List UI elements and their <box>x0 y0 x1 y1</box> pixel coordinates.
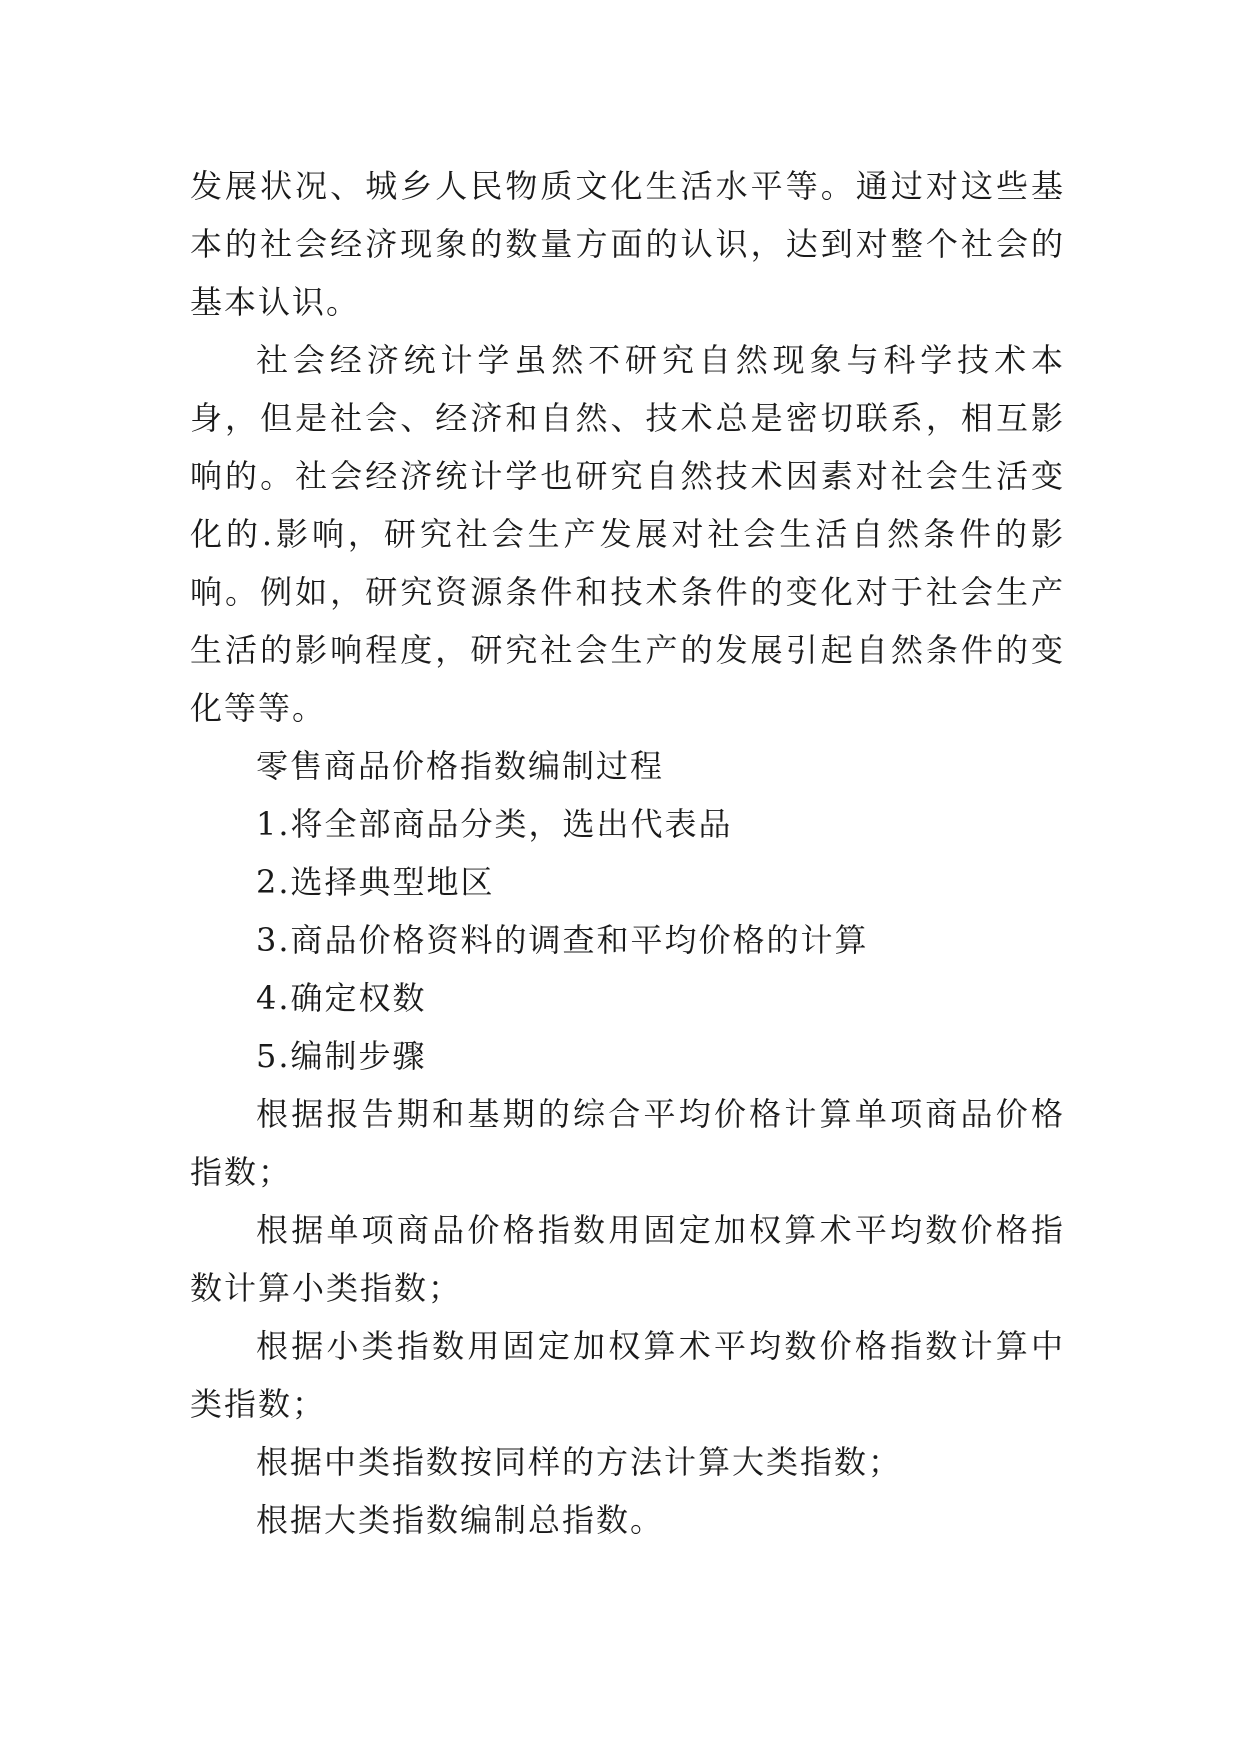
paragraph-step-total-index: 根据大类指数编制总指数。 <box>256 1501 665 1539</box>
list-item-3: 3.商品价格资料的调查和平均价格的计算 <box>256 921 869 959</box>
paragraph-intro-continued: 发展状况、城乡人民物质文化生活水平等。通过对这些基本的社会经济现象的数量方面的认识，达到对整个社会的基本认识。 <box>190 167 1065 321</box>
paragraph-step-major-class-index: 根据中类指数按同样的方法计算大类指数； <box>256 1443 903 1481</box>
paragraph-natural-factors: 社会经济统计学虽然不研究自然现象与科学技术本身，但是社会、经济和自然、技术总是密切联系，相互影响的。社会经济统计学也研究自然技术因素对社会生活变化的.影响，研究社会生产发展对社会生活自然条件的影响。例如，研究资源条件和技术条件的变化对于社会生产生活的影响程度，研究社会生产的发展引起自然条件的变化等等。 <box>190 341 1065 727</box>
paragraph-step-subclass-index: 根据单项商品价格指数用固定加权算术平均数价格指数计算小类指数； <box>190 1211 1065 1307</box>
paragraph-step-single-item-index: 根据报告期和基期的综合平均价格计算单项商品价格指数； <box>190 1095 1065 1191</box>
list-item-1: 1.将全部商品分类，选出代表品 <box>256 805 733 843</box>
document-body <box>190 157 1065 1549</box>
section-heading-retail-price-index: 零售商品价格指数编制过程 <box>256 747 665 785</box>
list-item-2: 2.选择典型地区 <box>256 863 495 901</box>
list-item-5: 5.编制步骤 <box>256 1037 427 1075</box>
paragraph-step-middle-class-index: 根据小类指数用固定加权算术平均数价格指数计算中类指数； <box>190 1327 1065 1423</box>
list-item-4: 4.确定权数 <box>256 979 427 1017</box>
